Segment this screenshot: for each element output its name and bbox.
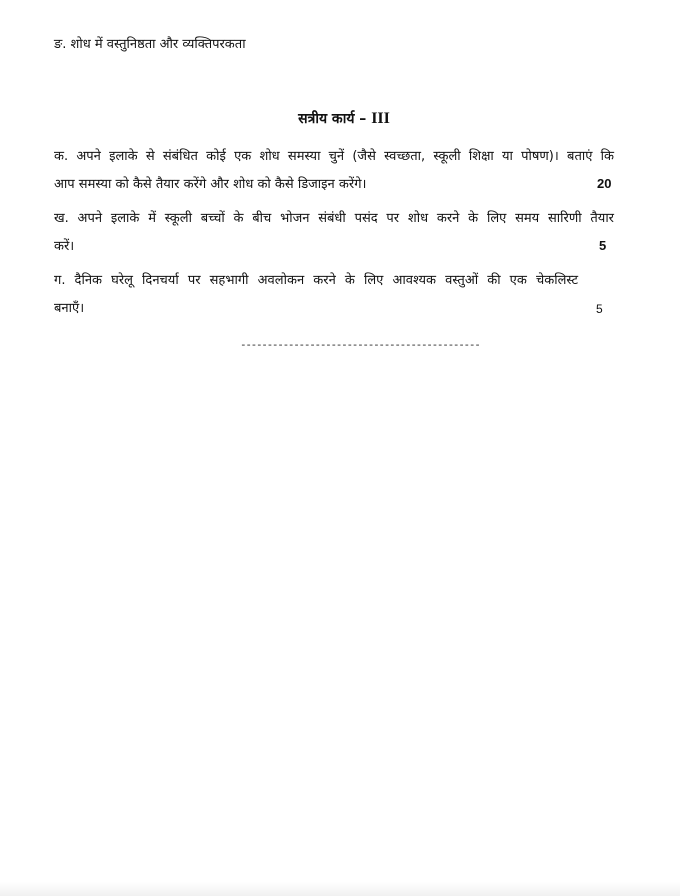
question-ga-line-2: बनाएँ।	[54, 301, 85, 316]
page-bottom-edge	[0, 882, 680, 896]
question-ka-line-1: क. अपने इलाके से संबंधित कोई एक शोध समस्या चुनें (जैसे स्वच्छता, स्कूली शिक्षा या पोषण)। बताएं कि	[54, 149, 614, 164]
question-ga	[54, 267, 578, 323]
question-ka	[54, 143, 614, 199]
question-kha-line-2: करें।	[54, 239, 75, 254]
question-ka-line-2: आप समस्या को कैसे तैयार करेंगे और शोध को कैसे डिजाइन करेंगे।	[54, 177, 367, 192]
question-ka-marks: 20	[597, 176, 612, 191]
section-title-roman: III	[371, 110, 390, 127]
previous-question-item: ङ. शोध में वस्तुनिष्ठता और व्यक्तिपरकता	[54, 37, 246, 52]
question-kha	[54, 205, 614, 261]
question-kha-marks: 5	[599, 238, 607, 253]
question-ga-line-1: ग. दैनिक घरेलू दिनचर्या पर सहभागी अवलोकन करने के लिए आवश्यक वस्तुओं की एक चेकलिस्ट	[54, 273, 578, 288]
end-divider: ---------------------------------------------	[240, 338, 480, 351]
question-kha-line-1: ख. अपने इलाके में स्कूली बच्चों के बीच भोजन संबंधी पसंद पर शोध करने के लिए समय सारिणी तैयार	[54, 211, 614, 226]
section-title-text: सत्रीय कार्य –	[298, 111, 367, 127]
section-title	[0, 109, 680, 129]
question-ga-marks: 5	[596, 302, 603, 316]
